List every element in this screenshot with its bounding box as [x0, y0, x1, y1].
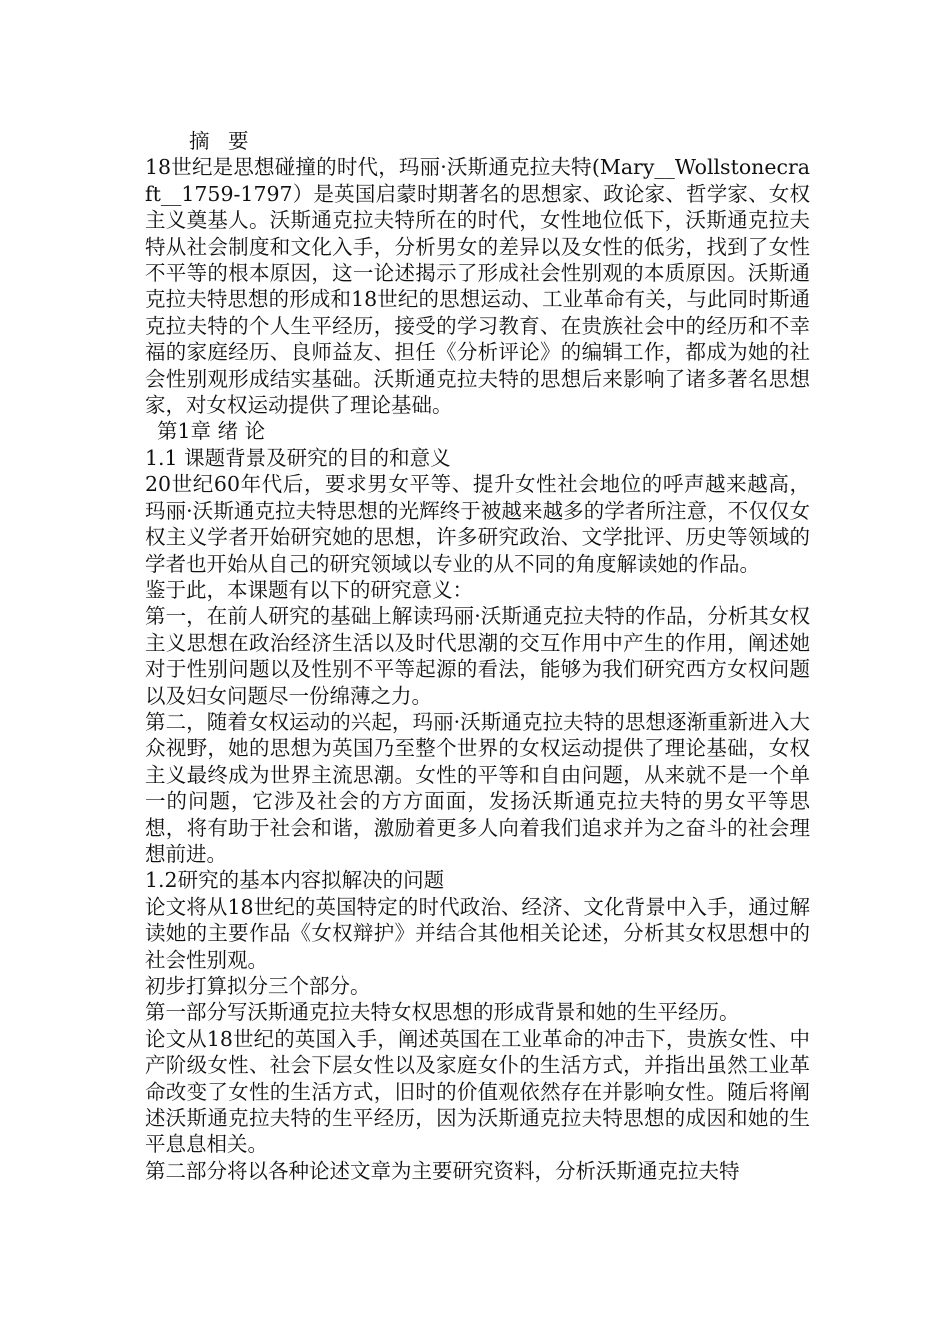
document-body	[145, 128, 810, 1184]
section-1-1-heading: 1.1 课题背景及研究的目的和意义	[145, 445, 451, 470]
significance-intro: 鉴于此，本课题有以下的研究意义：	[145, 577, 473, 602]
significance-first-paragraph: 第一，在前人研究的基础上解读玛丽·沃斯通克拉夫特的作品，分析其女权主义思想在政治经济生活以及时代思潮的交互作用中产生的作用，阐述她对于性别问题以及性别不平等起源的看法，能够为我们研究西方女权问题以及妇女问题尽一份绵薄之力。	[145, 604, 810, 708]
section-1-1-paragraph: 20世纪60年代后，要求男女平等、提升女性社会地位的呼声越来越高，玛丽·沃斯通克拉夫特思想的光辉终于被越来越多的学者所注意，不仅仅女权主义学者开始研究她的思想，许多研究政治、文学批评、历史等领域的学者也开始从自己的研究领域以专业的从不同的角度解读她的作品。	[145, 472, 810, 576]
part-one-title: 第一部分写沃斯通克拉夫特女权思想的形成背景和她的生平经历。	[145, 1000, 740, 1025]
part-one-paragraph: 论文从18世纪的英国入手，阐述英国在工业革命的冲击下，贵族女性、中产阶级女性、社会下层女性以及家庭女仆的生活方式，并指出虽然工业革命改变了女性的生活方式，旧时的价值观依然存在并影响女性。随后将阐述沃斯通克拉夫特的生平经历，因为沃斯通克拉夫特思想的成因和她的生平息息相关。	[145, 1026, 810, 1157]
significance-second-paragraph: 第二，随着女权运动的兴起，玛丽·沃斯通克拉夫特的思想逐渐重新进入大众视野，她的思想为英国乃至整个世界的女权运动提供了理论基础，女权主义最终成为世界主流思潮。女性的平等和自由问题，从来就不是一个单一的问题，它涉及社会的方方面面，发扬沃斯通克拉夫特的男女平等思想，将有助于社会和谐，激励着更多人向着我们追求并为之奋斗的社会理想前进。	[145, 709, 810, 866]
plan-intro: 初步打算拟分三个部分。	[145, 974, 371, 998]
section-1-2-paragraph: 论文将从18世纪的英国特定的时代政治、经济、文化背景中入手，通过解读她的主要作品《女权辩护》并结合其他相关论述，分析其女权思想中的社会性别观。	[145, 894, 810, 972]
abstract-title: 摘 要	[189, 129, 255, 153]
section-1-2-heading: 1.2研究的基本内容拟解决的问题	[145, 868, 445, 893]
part-two-paragraph: 第二部分将以各种论述文章为主要研究资料，分析沃斯通克拉夫特	[145, 1158, 740, 1183]
abstract-paragraph: 18世纪是思想碰撞的时代，玛丽·沃斯通克拉夫特(Mary__Wollstonecraft__1759-1797）是英国启蒙时期著名的思想家、政论家、哲学家、女权主义奠基人。沃斯通克拉夫特所在的时代，女性地位低下，沃斯通克拉夫特从社会制度和文化入手，分析男女的差异以及女性的低劣，找到了女性不平等的根本原因，这一论述揭示了形成社会性别观的本质原因。沃斯通克拉夫特思想的形成和18世纪的思想运动、工业革命有关，与此同时斯通克拉夫特的个人生平经历，接受的学习教育、在贵族社会中的经历和不幸福的家庭经历、良师益友、担任《分析评论》的编辑工作，都成为她的社会性别观形成结实基础。沃斯通克拉夫特的思想后来影响了诸多著名思想家，对女权运动提供了理论基础。	[145, 155, 810, 418]
chapter-title: 第1章 绪 论	[157, 419, 266, 444]
